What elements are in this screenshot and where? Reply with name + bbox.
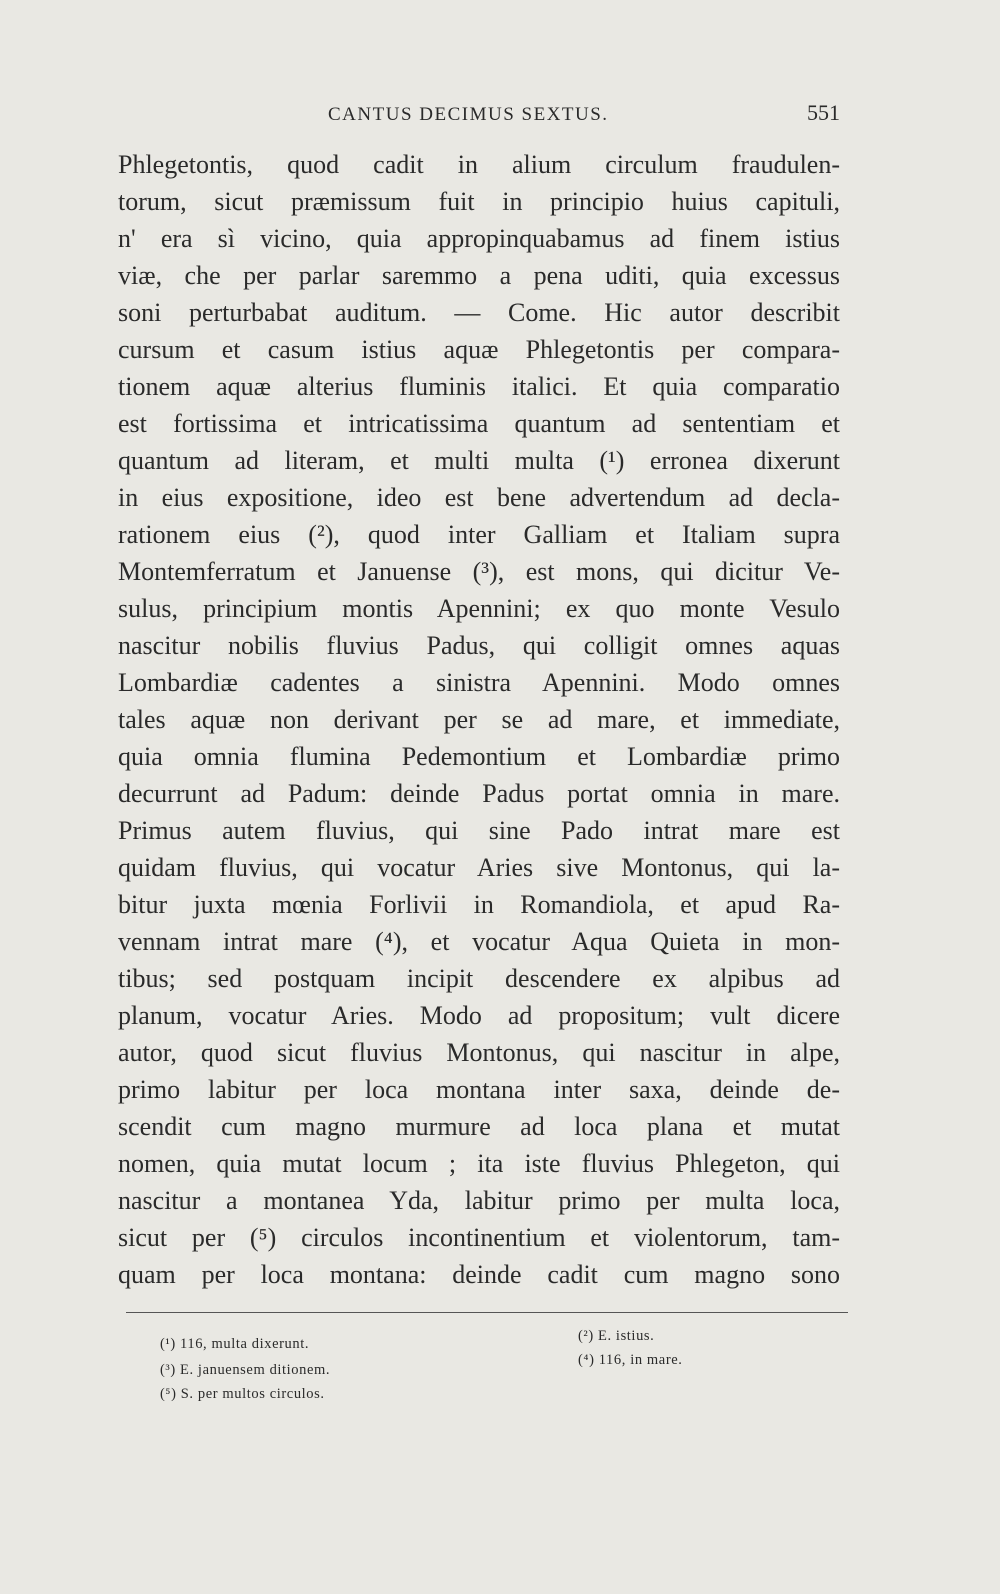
chapter-title: CANTUS DECIMUS SEXTUS. <box>328 104 609 125</box>
text-line: torum, sicut præmissum fuit in principio huius capituli, <box>118 187 840 216</box>
text-line: Phlegetontis, quod cadit in alium circulum fraudulen- <box>118 150 840 179</box>
text-line: planum, vocatur Aries. Modo ad propositum; vult dicere <box>118 1001 840 1030</box>
text-line: vennam intrat mare (⁴), et vocatur Aqua Quieta in mon- <box>118 927 840 956</box>
text-line: soni perturbabat auditum. — Come. Hic autor describit <box>118 298 840 327</box>
text-line: cursum et casum istius aquæ Phlegetontis per compara- <box>118 335 840 364</box>
text-line: nomen, quia mutat locum ; ita iste fluvius Phlegeton, qui <box>118 1149 840 1178</box>
text-line: Montemferratum et Januense (³), est mons, qui dicitur Ve- <box>118 557 840 586</box>
text-line: decurrunt ad Padum: deinde Padus portat omnia in mare. <box>118 779 840 808</box>
text-line: n' era sì vicino, quia appropinquabamus ad finem istius <box>118 224 840 253</box>
text-line: tionem aquæ alterius fluminis italici. Et quia comparatio <box>118 372 840 401</box>
text-line: est fortissima et intricatissima quantum ad sententiam et <box>118 409 840 438</box>
text-line: quia omnia flumina Pedemontium et Lombardiæ primo <box>118 742 840 771</box>
text-line: nascitur nobilis fluvius Padus, qui colligit omnes aquas <box>118 631 840 660</box>
text-line: primo labitur per loca montana inter saxa, deinde de- <box>118 1075 840 1104</box>
text-line: quantum ad literam, et multi multa (¹) erronea dixerunt <box>118 446 840 475</box>
text-line: quidam fluvius, qui vocatur Aries sive Montonus, qui la- <box>118 853 840 882</box>
footnote-1: (¹) 116, multa dixerunt. <box>160 1336 310 1352</box>
footnote-3: (³) E. januensem ditionem. <box>160 1362 331 1378</box>
text-line: bitur juxta mœnia Forlivii in Romandiola, et apud Ra- <box>118 890 840 919</box>
text-line: tibus; sed postquam incipit descendere ex alpibus ad <box>118 964 840 993</box>
footnote-4: (⁴) 116, in mare. <box>578 1352 683 1368</box>
text-line: in eius expositione, ideo est bene advertendum ad decla- <box>118 483 840 512</box>
text-line: Lombardiæ cadentes a sinistra Apennini. Modo omnes <box>118 668 840 697</box>
text-line: tales aquæ non derivant per se ad mare, et immediate, <box>118 705 840 734</box>
text-line: sulus, principium montis Apennini; ex quo monte Vesulo <box>118 594 840 623</box>
footnote-5: (⁵) S. per multos circulos. <box>160 1386 325 1402</box>
text-line: scendit cum magno murmure ad loca plana et mutat <box>118 1112 840 1141</box>
text-line: quam per loca montana: deinde cadit cum magno sono <box>118 1260 840 1289</box>
main-text <box>118 146 840 1293</box>
text-line: rationem eius (²), quod inter Galliam et Italiam supra <box>118 520 840 549</box>
text-line: autor, quod sicut fluvius Montonus, qui nascitur in alpe, <box>118 1038 840 1067</box>
text-line: viæ, che per parlar saremmo a pena uditi, quia excessus <box>118 261 840 290</box>
running-header <box>118 100 840 134</box>
footnote-divider <box>126 1312 848 1313</box>
footnote-2: (²) E. istius. <box>578 1328 655 1344</box>
text-line: Primus autem fluvius, qui sine Pado intrat mare est <box>118 816 840 845</box>
text-line: sicut per (⁵) circulos incontinentium et violentorum, tam- <box>118 1223 840 1252</box>
page-number: 551 <box>807 100 840 125</box>
text-line: nascitur a montanea Yda, labitur primo per multa loca, <box>118 1186 840 1215</box>
